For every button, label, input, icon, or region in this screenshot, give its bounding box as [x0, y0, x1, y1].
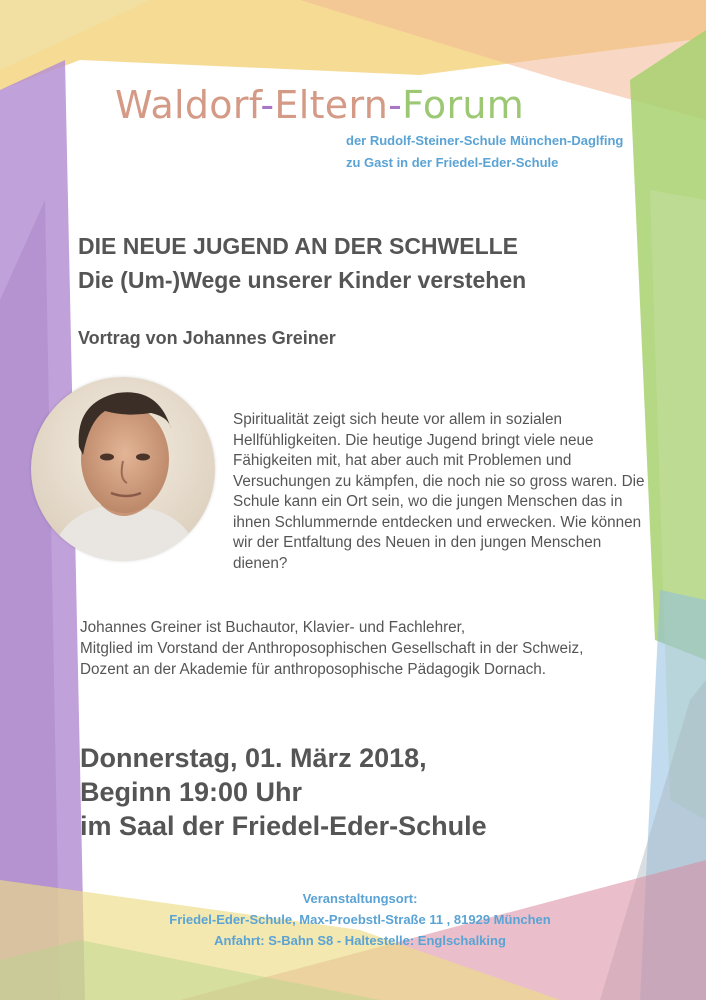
- bio-line-3: Dozent an der Akademie für anthroposophische Pädagogik Dornach.: [80, 661, 547, 678]
- bio-line-2: Mitglied im Vorstand der Anthroposophischen Gesellschaft in der Schweiz,: [80, 640, 584, 657]
- event-place: im Saal der Friedel-Eder-Schule: [80, 811, 487, 841]
- title-part-forum: Forum: [402, 83, 525, 127]
- venue-address: Friedel-Eder-Schule, Max-Proebstl-Straße 11 , 81929 München: [169, 912, 551, 927]
- venue-directions: Anfahrt: S-Bahn S8 - Haltestelle: Englschalking: [214, 933, 506, 948]
- title-hyphen-1: -: [260, 83, 275, 127]
- lecture-headline: DIE NEUE JUGEND AN DER SCHWELLE: [78, 233, 519, 259]
- speaker-bio: [80, 617, 680, 680]
- event-time: Beginn 19:00 Uhr: [80, 777, 303, 807]
- speaker-portrait-icon: [31, 377, 215, 561]
- bio-line-1: Johannes Greiner ist Buchautor, Klavier- und Fachlehrer,: [80, 619, 466, 636]
- lecture-subheadline: Die (Um-)Wege unserer Kinder verstehen: [78, 267, 527, 293]
- host-school-line: der Rudolf-Steiner-Schule München-Daglfing: [346, 133, 624, 148]
- guest-school-line: zu Gast in der Friedel-Eder-Schule: [346, 155, 559, 170]
- event-date: Donnerstag, 01. März 2018,: [80, 743, 427, 773]
- speaker-line: Vortrag von Johannes Greiner: [78, 328, 336, 348]
- venue-label: Veranstaltungsort:: [302, 891, 418, 906]
- forum-title: [115, 82, 635, 128]
- title-hyphen-2: -: [388, 83, 403, 127]
- speaker-portrait: [31, 377, 215, 561]
- lecture-abstract: Spiritualität zeigt sich heute vor allem in sozialen Hellfühligkeiten. Die heutige Jugend bringt viele neue Fähigkeiten mit, hat aber auch mit Problemen und Versuchungen zu kämpfen, die noch nie so gross waren. Die Schule kann ein Ort sein, wo die jungen Menschen das in ihnen Schlummernde entdecken und erwecken. Wie können wir der Entfaltung des Neuen in den jungen Menschen dienen?: [233, 411, 645, 572]
- title-part-eltern: Eltern: [274, 83, 389, 127]
- title-part-waldorf: Waldorf: [115, 83, 261, 127]
